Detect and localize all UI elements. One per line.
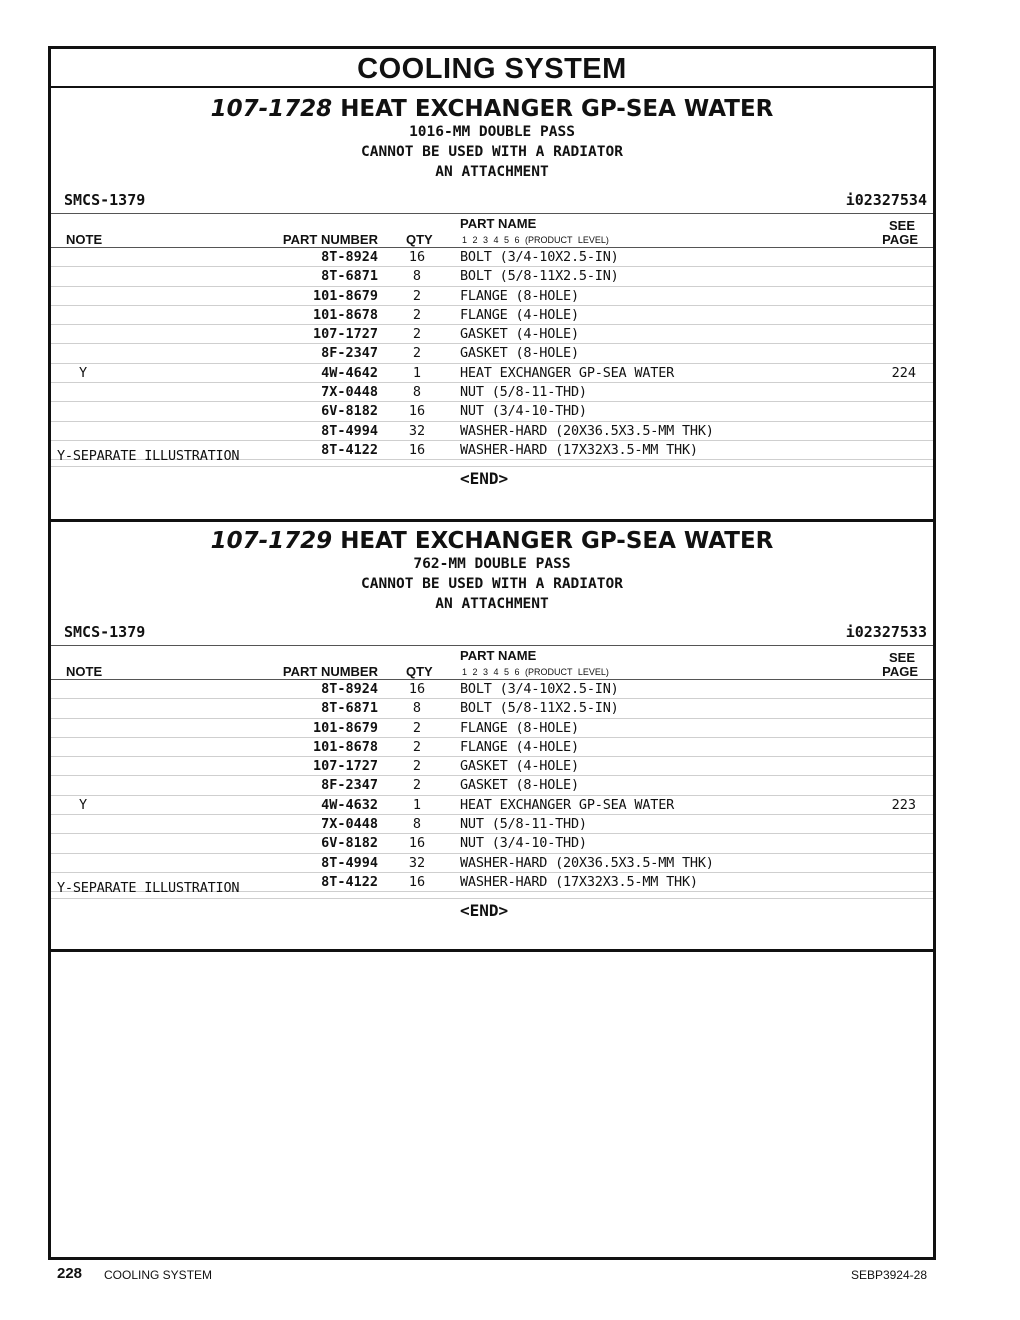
table-row [51,422,933,441]
table-row [51,248,933,267]
part-number-cell: 8F-2347 [321,345,378,362]
see-page-cell: 224 [891,364,916,381]
header-part-name: PART NAME [460,216,537,231]
part-number-cell: 101-8678 [312,738,378,755]
footnote: Y-SEPARATE ILLUSTRATION [57,448,240,464]
part-name-cell: WASHER-HARD (20X36.5X3.5-MM THK) [460,854,714,871]
qty-cell: 8 [412,816,422,833]
table-row [51,834,933,853]
part-number-cell: 8T-6871 [321,700,378,717]
group-title-text: HEAT EXCHANGER GP-SEA WATER [340,96,774,122]
table-row [51,757,933,776]
part-number-cell: 101-8678 [312,306,378,323]
header-part-number: PART NUMBER [282,232,378,247]
part-name-cell: FLANGE (8-HOLE) [460,287,579,304]
part-name-cell: NUT (5/8-11-THD) [460,816,587,833]
qty-cell: 16 [408,873,426,890]
note-cell: Y [79,364,88,381]
table-row [51,854,933,873]
part-number-cell: 101-8679 [312,287,378,304]
footer-document-number: SEBP3924-28 [850,1268,927,1282]
group-subtitle-line: 1016-MM DOUBLE PASS [409,124,575,140]
part-number-cell: 8T-4994 [321,422,378,439]
part-number-cell: 8T-6871 [321,268,378,285]
part-number-cell: 101-8679 [312,719,378,736]
qty-cell: 2 [412,719,422,736]
part-number-cell: 7X-0448 [321,816,378,833]
table-row [51,306,933,325]
part-number-cell: 6V-8182 [321,835,378,852]
qty-cell: 1 [412,796,422,813]
group-part-number: 107-1729 [210,528,333,554]
table-row [51,267,933,286]
part-name-cell: NUT (5/8-11-THD) [460,384,587,401]
header-product-level: 1 2 3 4 5 6 (PRODUCT LEVEL) [462,667,609,677]
end-marker: <END> [460,901,509,920]
part-name-cell: WASHER-HARD (17X32X3.5-MM THK) [460,873,698,890]
qty-cell: 32 [408,422,426,439]
parts-group-1 [51,86,933,522]
divider [51,898,933,899]
header-page: PAGE [882,664,918,679]
qty-cell: 16 [408,835,426,852]
footnote: Y-SEPARATE ILLUSTRATION [57,880,240,896]
qty-cell: 16 [408,681,426,697]
group-subtitle-line: AN ATTACHMENT [435,164,549,180]
part-name-cell: WASHER-HARD (20X36.5X3.5-MM THK) [460,422,714,439]
see-page-cell: 223 [891,796,916,813]
qty-cell: 8 [412,268,422,285]
header-part-number: PART NUMBER [282,664,378,679]
qty-cell: 16 [408,441,426,458]
qty-cell: 1 [412,364,422,381]
parts-table [51,248,933,460]
group-part-number: 107-1728 [210,96,333,122]
table-row [51,402,933,421]
header-qty: QTY [406,664,433,679]
qty-cell: 32 [408,854,426,871]
footer-page-number: 228 [57,1265,83,1282]
part-name-cell: HEAT EXCHANGER GP-SEA WATER [460,364,675,381]
group-subtitle-line: AN ATTACHMENT [435,596,549,612]
header-part-name: PART NAME [460,648,537,663]
table-row [51,680,933,699]
part-number-cell: 107-1727 [312,326,378,343]
header-product-level: 1 2 3 4 5 6 (PRODUCT LEVEL) [462,235,609,245]
group-title [51,528,933,554]
part-number-cell: 8T-4994 [321,854,378,871]
section-title: COOLING SYSTEM [51,49,933,88]
qty-cell: 16 [408,249,426,265]
qty-cell: 2 [412,306,422,323]
part-name-cell: FLANGE (4-HOLE) [460,306,579,323]
table-row [51,776,933,795]
divider [51,213,933,214]
part-name-cell: GASKET (4-HOLE) [460,758,579,775]
group-title-text: HEAT EXCHANGER GP-SEA WATER [340,528,774,554]
table-row [51,325,933,344]
part-number-cell: 4W-4642 [321,364,378,381]
table-row [51,738,933,757]
header-qty: QTY [406,232,433,247]
part-name-cell: BOLT (5/8-11X2.5-IN) [460,268,619,285]
parts-table [51,680,933,892]
part-name-cell: NUT (3/4-10-THD) [460,835,587,852]
qty-cell: 2 [412,287,422,304]
divider [51,466,933,467]
part-name-cell: GASKET (8-HOLE) [460,777,579,794]
part-number-cell: 8T-8924 [321,249,378,265]
part-number-cell: 4W-4632 [321,796,378,813]
qty-cell: 8 [412,384,422,401]
table-row [51,699,933,718]
part-name-cell: HEAT EXCHANGER GP-SEA WATER [460,796,675,813]
smcs-code: SMCS-1379 [64,623,146,641]
part-number-cell: 107-1727 [312,758,378,775]
header-page: PAGE [882,232,918,247]
qty-cell: 2 [412,758,422,775]
group-subtitle-line: CANNOT BE USED WITH A RADIATOR [361,144,623,160]
header-note: NOTE [66,232,103,247]
table-row [51,364,933,383]
part-name-cell: NUT (3/4-10-THD) [460,403,587,420]
part-name-cell: BOLT (3/4-10X2.5-IN) [460,249,619,265]
table-row [51,287,933,306]
qty-cell: 2 [412,777,422,794]
footer-section: COOLING SYSTEM [104,1268,213,1282]
divider [51,645,933,646]
part-name-cell: BOLT (3/4-10X2.5-IN) [460,681,619,697]
part-number-cell: 8F-2347 [321,777,378,794]
qty-cell: 8 [412,700,422,717]
header-see: SEE [888,650,915,665]
end-marker: <END> [460,469,509,488]
note-cell: Y [79,796,88,813]
group-title [51,96,933,122]
info-id: i02327533 [845,623,927,641]
group-subtitle-line: 762-MM DOUBLE PASS [413,556,571,572]
info-id: i02327534 [845,191,927,209]
part-name-cell: WASHER-HARD (17X32X3.5-MM THK) [460,441,698,458]
table-row [51,815,933,834]
table-row [51,719,933,738]
group-subtitle-line: CANNOT BE USED WITH A RADIATOR [361,576,623,592]
smcs-code: SMCS-1379 [64,191,146,209]
part-number-cell: 8T-8924 [321,681,378,697]
parts-group-2 [51,519,933,952]
table-row [51,344,933,363]
part-name-cell: BOLT (5/8-11X2.5-IN) [460,700,619,717]
qty-cell: 16 [408,403,426,420]
qty-cell: 2 [412,326,422,343]
qty-cell: 2 [412,345,422,362]
qty-cell: 2 [412,738,422,755]
part-name-cell: GASKET (4-HOLE) [460,326,579,343]
part-number-cell: 7X-0448 [321,384,378,401]
header-note: NOTE [66,664,103,679]
part-number-cell: 8T-4122 [321,873,378,890]
table-row [51,383,933,402]
table-row [51,796,933,815]
header-see: SEE [888,218,915,233]
page-frame [48,46,936,1260]
part-name-cell: FLANGE (8-HOLE) [460,719,579,736]
part-number-cell: 6V-8182 [321,403,378,420]
part-name-cell: GASKET (8-HOLE) [460,345,579,362]
part-number-cell: 8T-4122 [321,441,378,458]
part-name-cell: FLANGE (4-HOLE) [460,738,579,755]
